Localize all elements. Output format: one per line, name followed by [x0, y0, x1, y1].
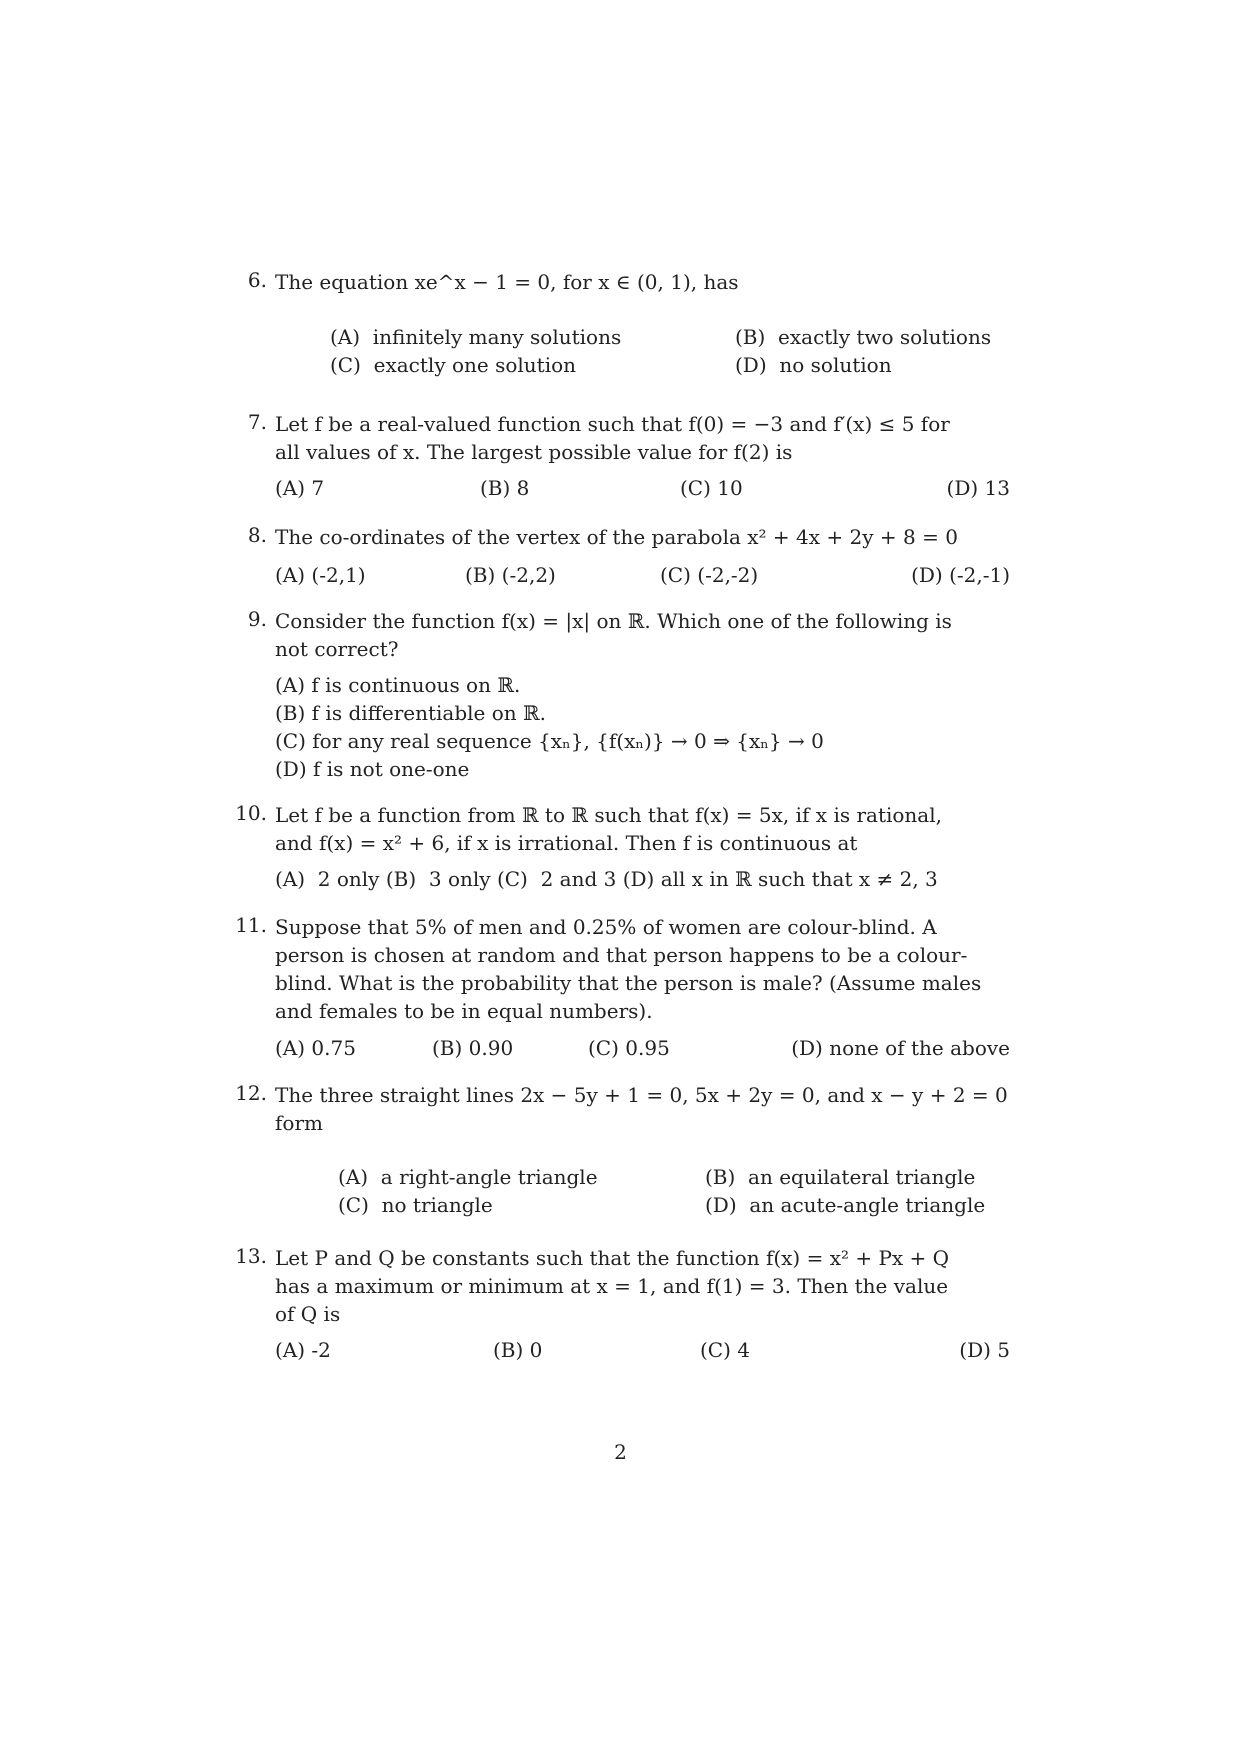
question-number: 7.: [247, 410, 267, 434]
option-d: (D) (-2,-1): [911, 563, 1010, 587]
option-b: (B) an equilateral triangle: [705, 1165, 976, 1189]
option-b: (B) 0: [493, 1338, 543, 1362]
option-a: (A) (-2,1): [275, 563, 366, 587]
question-stem-line: Let P and Q be constants such that the function f(x) = x² + Px + Q: [275, 1246, 950, 1270]
option-b: (B) 8: [480, 476, 530, 500]
question-stem-line: and f(x) = x² + 6, if x is irrational. Then f is continuous at: [275, 831, 858, 855]
option-b: (B) exactly two solutions: [735, 325, 992, 349]
option-b: (B) 3 only: [385, 867, 491, 891]
question-stem-line: has a maximum or minimum at x = 1, and f(1) = 3. Then the value: [275, 1274, 949, 1298]
question-6: [247, 268, 1010, 377]
question-13: [235, 1244, 1010, 1362]
option-b: (B) (-2,2): [465, 563, 556, 587]
option-a: (A) -2: [275, 1338, 331, 1362]
option-c: (C) 4: [700, 1338, 751, 1362]
option-c: (C) 2 and 3: [496, 867, 617, 891]
option-a: (A) a right-angle triangle: [338, 1165, 598, 1189]
option-d: (D) 5: [959, 1338, 1010, 1362]
question-stem-line: Consider the function f(x) = |x| on ℝ. Which one of the following is: [275, 609, 952, 633]
question-stem-line: and females to be in equal numbers).: [275, 999, 653, 1023]
option-d: (D) no solution: [735, 353, 892, 377]
question-number: 11.: [235, 913, 267, 937]
question-stem-line: person is chosen at random and that person happens to be a colour-: [275, 943, 968, 967]
question-stem-line: Suppose that 5% of men and 0.25% of women are colour-blind. A: [275, 915, 937, 939]
option-c: (C) (-2,-2): [660, 563, 759, 587]
question-number: 13.: [235, 1244, 267, 1268]
option-d: (D) 13: [946, 476, 1010, 500]
option-c: (C) no triangle: [338, 1193, 493, 1217]
question-stem: The equation xe^x − 1 = 0, for x ∈ (0, 1), has: [275, 270, 739, 294]
option-c: (C) exactly one solution: [330, 353, 577, 377]
option-d: (D) an acute-angle triangle: [705, 1193, 986, 1217]
options-row: [275, 865, 938, 893]
question-stem-line: all values of x. The largest possible value for f(2) is: [275, 440, 793, 464]
question-stem-line: The three straight lines 2x − 5y + 1 = 0, 5x + 2y = 0, and x − y + 2 = 0: [275, 1083, 1008, 1107]
option-a: (A) infinitely many solutions: [330, 325, 622, 349]
question-stem: The co-ordinates of the vertex of the parabola x² + 4x + 2y + 8 = 0: [275, 525, 958, 549]
option-a: (A) 2 only: [275, 867, 380, 891]
question-stem-line: Let f be a real-valued function such that f(0) = −3 and f′(x) ≤ 5 for: [275, 412, 950, 436]
question-stem-line: of Q is: [275, 1302, 341, 1326]
option-d: (D) f is not one-one: [275, 757, 470, 781]
page-number: 2: [614, 1440, 627, 1464]
question-9: [247, 607, 1010, 781]
option-d: (D) none of the above: [791, 1036, 1010, 1060]
option-c: (C) 10: [680, 476, 743, 500]
question-stem-line: Let f be a function from ℝ to ℝ such that f(x) = 5x, if x is rational,: [275, 803, 942, 827]
question-stem-line: form: [275, 1111, 323, 1135]
option-a: (A) 0.75: [275, 1036, 356, 1060]
option-a: (A) 7: [275, 476, 325, 500]
option-b: (B) f is differentiable on ℝ.: [275, 701, 546, 725]
question-number: 8.: [247, 523, 267, 547]
option-c: (C) 0.95: [588, 1036, 670, 1060]
question-8: [247, 523, 1010, 587]
option-c: (C) for any real sequence {xₙ}, {f(xₙ)} → 0 ⇒ {xₙ} → 0: [275, 729, 824, 753]
question-number: 12.: [235, 1081, 267, 1105]
question-number: 9.: [247, 607, 267, 631]
option-d: (D) all x in ℝ such that x ≠ 2, 3: [622, 867, 938, 891]
question-10: [235, 801, 1010, 891]
question-number: 10.: [235, 801, 267, 825]
option-a: (A) f is continuous on ℝ.: [275, 673, 521, 697]
question-stem-line: not correct?: [275, 637, 399, 661]
question-stem-line: blind. What is the probability that the person is male? (Assume males: [275, 971, 982, 995]
question-7: [247, 410, 1010, 500]
question-12: [235, 1081, 1010, 1217]
question-number: 6.: [247, 268, 267, 292]
question-11: [235, 913, 1010, 1060]
option-b: (B) 0.90: [432, 1036, 514, 1060]
